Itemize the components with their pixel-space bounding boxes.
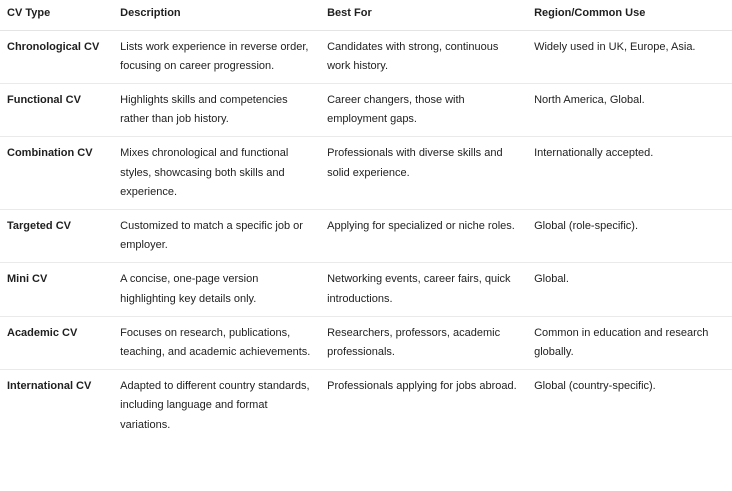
- cv-type-label: Chronological CV: [7, 40, 100, 53]
- cell-region: [534, 83, 732, 136]
- cell-cv-type: [0, 370, 120, 442]
- cell-region: [534, 209, 732, 262]
- table-row: [0, 137, 732, 210]
- cell-region: [534, 137, 732, 210]
- cell-cv-type: [0, 30, 120, 83]
- cell-description: [120, 83, 327, 136]
- best-for-text: Networking events, career fairs, quick introductions.: [327, 273, 511, 305]
- cell-best-for: [327, 137, 534, 210]
- best-for-text: Applying for specialized or niche roles.: [327, 219, 515, 232]
- cell-region: [534, 263, 732, 316]
- region-text: Internationally accepted.: [534, 147, 654, 160]
- cell-region: [534, 370, 732, 442]
- region-text: Global (country-specific).: [534, 380, 656, 393]
- cell-cv-type: [0, 263, 120, 316]
- header-cv-type: CV Type: [0, 0, 120, 30]
- cell-best-for: [327, 370, 534, 442]
- table-row: [0, 30, 732, 83]
- description-text: Highlights skills and competencies rather than job history.: [120, 93, 288, 126]
- region-text: Global.: [534, 273, 569, 286]
- cell-best-for: [327, 316, 534, 369]
- cv-type-label: International CV: [7, 380, 92, 393]
- table-body: [0, 30, 732, 442]
- table-row: [0, 370, 732, 442]
- description-text: Customized to match a specific job or employer.: [120, 219, 303, 252]
- cell-description: [120, 30, 327, 83]
- cell-description: [120, 209, 327, 262]
- table-row: [0, 316, 732, 369]
- description-text: Mixes chronological and functional styles, showcasing both skills and experience.: [120, 147, 289, 198]
- description-text: Adapted to different country standards, including language and format variations.: [120, 380, 310, 431]
- table-header: [0, 0, 732, 30]
- table-row: [0, 83, 732, 136]
- cell-cv-type: [0, 83, 120, 136]
- cv-type-label: Targeted CV: [7, 219, 71, 232]
- best-for-text: Career changers, those with employment gaps.: [327, 93, 465, 126]
- best-for-text: Professionals applying for jobs abroad.: [327, 380, 517, 393]
- cell-region: [534, 30, 732, 83]
- description-text: A concise, one-page version highlighting key details only.: [120, 273, 259, 305]
- cell-best-for: [327, 263, 534, 316]
- cell-description: [120, 137, 327, 210]
- cv-type-label: Functional CV: [7, 93, 81, 106]
- best-for-text: Researchers, professors, academic professionals.: [327, 326, 501, 358]
- best-for-text: Candidates with strong, continuous work history.: [327, 40, 499, 72]
- best-for-text: Professionals with diverse skills and solid experience.: [327, 147, 503, 179]
- cv-type-label: Academic CV: [7, 326, 78, 339]
- cell-cv-type: [0, 316, 120, 369]
- cell-region: [534, 316, 732, 369]
- header-best-for: Best For: [327, 0, 534, 30]
- table-row: [0, 263, 732, 316]
- cell-cv-type: [0, 209, 120, 262]
- cell-description: [120, 370, 327, 442]
- cell-best-for: [327, 209, 534, 262]
- header-row: [0, 0, 732, 30]
- region-text: Global (role-specific).: [534, 219, 638, 232]
- region-text: North America, Global.: [534, 93, 645, 106]
- description-text: Focuses on research, publications, teaching, and academic achievements.: [120, 326, 311, 358]
- region-text: Widely used in UK, Europe, Asia.: [534, 40, 696, 53]
- cv-type-label: Combination CV: [7, 147, 93, 160]
- cell-cv-type: [0, 137, 120, 210]
- header-region: Region/Common Use: [534, 0, 732, 30]
- cv-type-label: Mini CV: [7, 273, 48, 286]
- header-description: Description: [120, 0, 327, 30]
- cell-best-for: [327, 30, 534, 83]
- cell-description: [120, 316, 327, 369]
- description-text: Lists work experience in reverse order, focusing on career progression.: [120, 40, 309, 72]
- region-text: Common in education and research globally.: [534, 326, 709, 358]
- cell-description: [120, 263, 327, 316]
- cell-best-for: [327, 83, 534, 136]
- table-row: [0, 209, 732, 262]
